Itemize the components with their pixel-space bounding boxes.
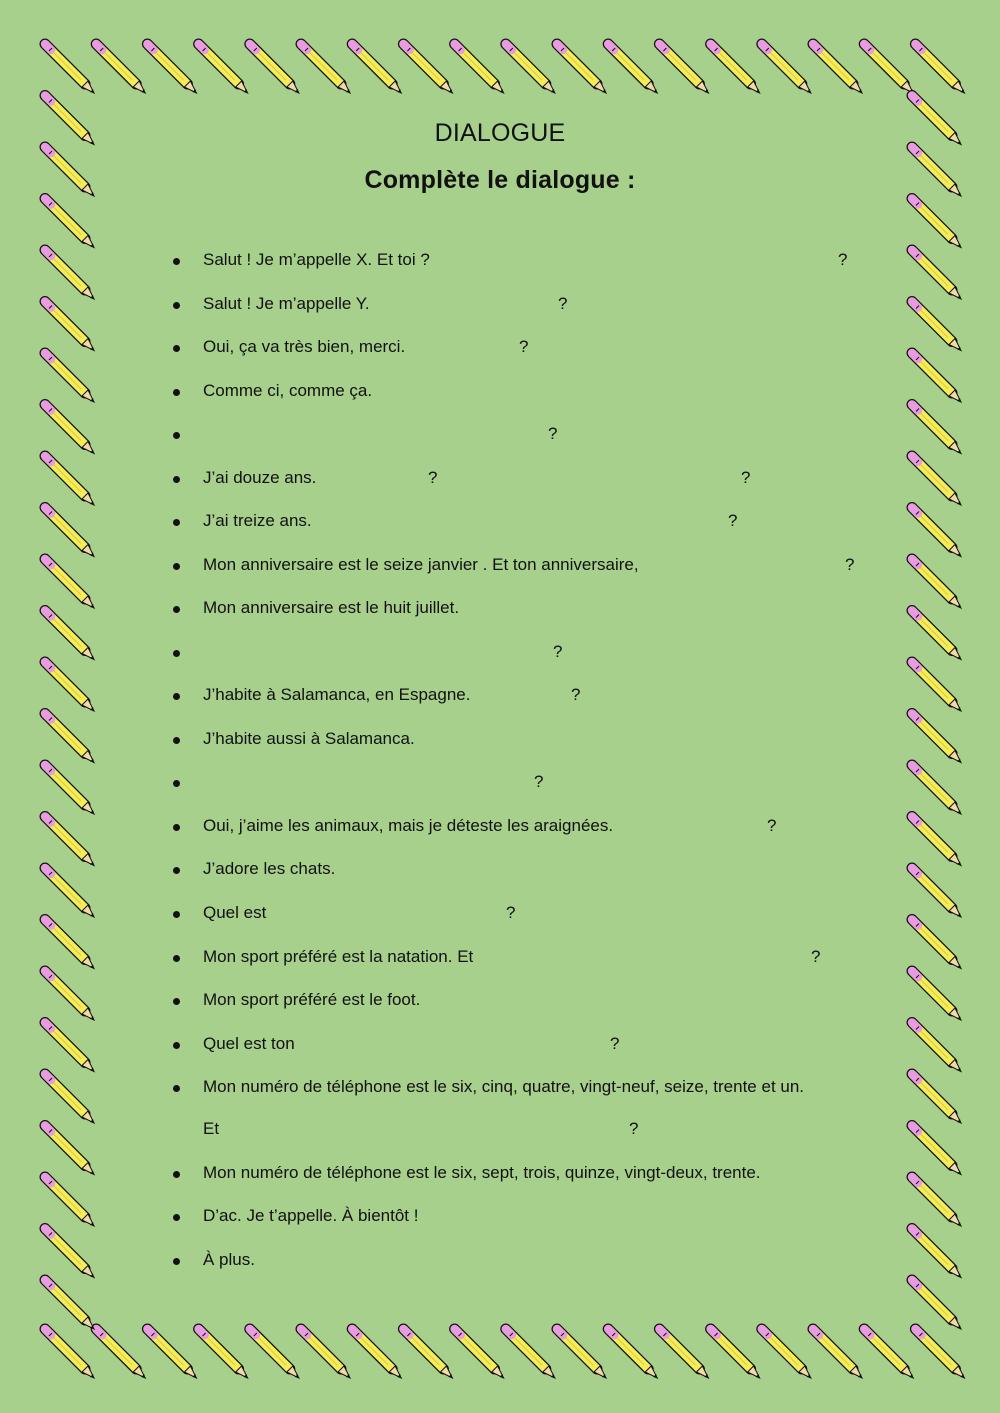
line-text: J’ai treize ans. — [203, 511, 312, 530]
pencil-icon — [45, 1280, 94, 1329]
pencil-icon — [250, 44, 299, 93]
pencil-icon — [301, 1329, 350, 1378]
pencil-icon — [608, 44, 657, 93]
bullet — [173, 432, 180, 439]
pencil-icon — [864, 1329, 913, 1378]
question-mark: ? — [767, 816, 777, 835]
list-item — [0, 816, 1000, 842]
bullet — [173, 1171, 180, 1178]
bullet — [173, 955, 180, 962]
line-text: J’ai douze ans. — [203, 468, 317, 487]
list-item — [0, 990, 1000, 1016]
line-text: Mon numéro de téléphone est le six, cinq, quatre, vingt-neuf, seize, trente et un. — [203, 1077, 805, 1096]
pencil-icon — [45, 44, 94, 93]
pencil-icon — [813, 44, 862, 93]
line-text: Salut ! Je m’appelle X. Et toi ? — [203, 250, 430, 269]
pencil-icon — [608, 1329, 657, 1378]
bullet — [173, 1258, 180, 1265]
list-item — [0, 468, 1000, 494]
question-mark: ? — [428, 468, 438, 487]
line-text: Oui, j’aime les animaux, mais je déteste les araignées. — [203, 816, 614, 835]
list-item — [0, 1034, 1000, 1060]
pencil-icon — [762, 1329, 811, 1378]
bullet — [173, 258, 180, 265]
pencil-icon — [912, 1280, 961, 1329]
bullet — [173, 476, 180, 483]
list-item — [0, 381, 1000, 407]
question-mark: ? — [838, 250, 848, 269]
list-item — [0, 1250, 1000, 1276]
line-text: Mon anniversaire est le huit juillet. — [203, 598, 460, 617]
pencil-icon — [199, 44, 248, 93]
list-item — [0, 729, 1000, 755]
pencil-icon — [659, 44, 708, 93]
pencil-icon — [762, 44, 811, 93]
bullet — [173, 1214, 180, 1221]
question-mark: ? — [571, 685, 581, 704]
line-text: Oui, ça va très bien, merci. — [203, 337, 406, 356]
list-item — [0, 424, 1000, 450]
bullet — [173, 345, 180, 352]
bullet — [173, 302, 180, 309]
list-item — [0, 337, 1000, 363]
pencil-icon — [711, 1329, 760, 1378]
pencil-icon — [864, 44, 913, 93]
pencil-icon — [147, 44, 196, 93]
bullet — [173, 563, 180, 570]
question-mark: ? — [728, 511, 738, 530]
bullet — [173, 1085, 180, 1092]
pencil-icon — [352, 44, 401, 93]
list-item — [0, 511, 1000, 537]
line-text: Mon sport préféré est le foot. — [203, 990, 421, 1009]
line-text: Comme ci, comme ça. — [203, 381, 373, 400]
line-text: À plus. — [203, 1250, 255, 1269]
question-mark: ? — [845, 555, 855, 574]
list-item — [0, 1077, 1000, 1103]
list-item-continuation — [0, 1119, 1000, 1145]
line-text: J’habite aussi à Salamanca. — [203, 729, 415, 748]
question-mark: ? — [811, 947, 821, 966]
line-text: D’ac. Je t’appelle. À bientôt ! — [203, 1206, 419, 1225]
bullet — [173, 606, 180, 613]
bullet — [173, 780, 180, 787]
question-mark: ? — [519, 337, 529, 356]
list-item — [0, 250, 1000, 276]
pencil-icon — [455, 1329, 504, 1378]
bullet — [173, 650, 180, 657]
page-title: DIALOGUE — [434, 119, 566, 147]
pencil-icon — [915, 44, 964, 93]
pencil-icon — [301, 44, 350, 93]
list-item — [0, 685, 1000, 711]
pencil-icon — [506, 44, 555, 93]
list-item — [0, 555, 1000, 581]
line-text: J’adore les chats. — [203, 859, 336, 878]
question-mark: ? — [534, 772, 544, 791]
list-item — [0, 1206, 1000, 1232]
list-item — [0, 772, 1000, 798]
pencil-icon — [506, 1329, 555, 1378]
page-subtitle: Complète le dialogue : — [364, 166, 636, 194]
line-text: Mon anniversaire est le seize janvier . Et ton anniversaire, — [203, 555, 639, 574]
pencil-icon — [455, 44, 504, 93]
line-text: Et — [203, 1119, 220, 1138]
pencil-icon — [711, 44, 760, 93]
pencil-icon — [45, 199, 94, 248]
bullet — [173, 519, 180, 526]
pencil-icon — [96, 1329, 145, 1378]
pencil-icon — [96, 44, 145, 93]
bullet — [173, 911, 180, 918]
bullet — [173, 824, 180, 831]
pencil-icon — [912, 199, 961, 248]
list-item — [0, 642, 1000, 668]
line-text: Mon sport préféré est la natation. Et — [203, 947, 474, 966]
list-item — [0, 859, 1000, 885]
pencil-icon — [199, 1329, 248, 1378]
list-item — [0, 294, 1000, 320]
bullet — [173, 389, 180, 396]
pencil-icon — [557, 1329, 606, 1378]
pencil-icon — [147, 1329, 196, 1378]
pencil-icon — [557, 44, 606, 93]
bullet — [173, 693, 180, 700]
pencil-icon — [659, 1329, 708, 1378]
question-mark: ? — [506, 903, 516, 922]
bullet — [173, 737, 180, 744]
pencil-icon — [813, 1329, 862, 1378]
line-text: Mon numéro de téléphone est le six, sept, trois, quinze, vingt-deux, trente. — [203, 1163, 761, 1182]
list-item — [0, 947, 1000, 973]
pencil-icon — [403, 1329, 452, 1378]
question-mark: ? — [610, 1034, 620, 1053]
pencil-icon — [403, 44, 452, 93]
line-text: Salut ! Je m’appelle Y. — [203, 294, 370, 313]
question-mark: ? — [629, 1119, 639, 1138]
question-mark: ? — [553, 642, 563, 661]
bullet — [173, 998, 180, 1005]
list-item — [0, 903, 1000, 929]
bullet — [173, 867, 180, 874]
pencil-icon — [45, 1329, 94, 1378]
list-item — [0, 1163, 1000, 1189]
pencil-icon — [250, 1329, 299, 1378]
question-mark: ? — [558, 294, 568, 313]
line-text: Quel est ton — [203, 1034, 295, 1053]
question-mark: ? — [741, 468, 751, 487]
pencil-icon — [915, 1329, 964, 1378]
pencil-icon — [352, 1329, 401, 1378]
question-mark: ? — [548, 424, 558, 443]
bullet — [173, 1042, 180, 1049]
line-text: Quel est — [203, 903, 267, 922]
list-item — [0, 598, 1000, 624]
line-text: J’habite à Salamanca, en Espagne. — [203, 685, 471, 704]
